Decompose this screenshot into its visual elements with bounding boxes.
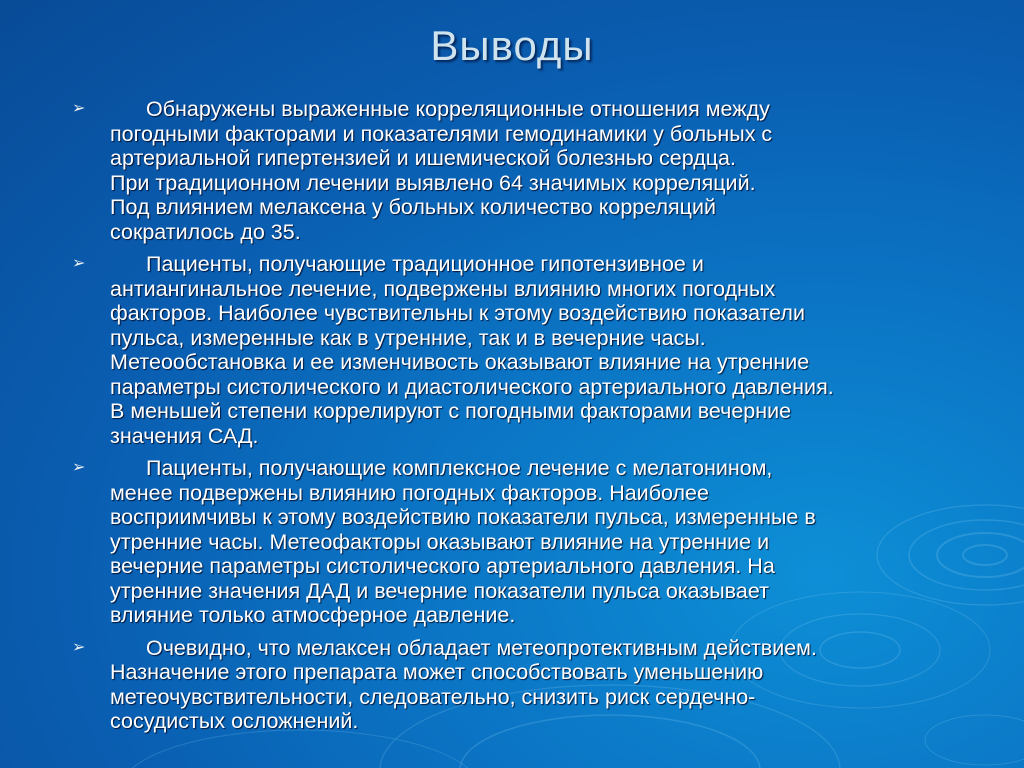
slide-title: Выводы xyxy=(430,22,594,69)
arrow-bullet-icon: ➢ xyxy=(72,100,86,117)
text-line: антиангинальное лечение, подвержены влиянию многих погодных xyxy=(110,276,776,301)
text-line: вечерние параметры систолического артериального давления. На xyxy=(110,554,775,578)
bullet-text xyxy=(110,456,977,628)
text-line: параметры систолического и диастолического артериального давления. xyxy=(110,374,834,399)
text-line: влияние только атмосферное давление. xyxy=(110,603,516,627)
arrow-bullet-icon: ➢ xyxy=(72,255,86,272)
text-line: Метеообстановка и ее изменчивость оказывают влияние на утренние xyxy=(110,350,810,374)
text-line: Пациенты, получающие традиционное гипотензивное и xyxy=(146,252,704,276)
text-line: сократилось до 35. xyxy=(110,219,301,244)
arrow-bullet-icon: ➢ xyxy=(72,459,86,476)
bullet-text xyxy=(110,97,977,244)
text-line: Пациенты, получающие комплексное лечение с мелатонином, xyxy=(146,456,773,480)
arrow-bullet-icon: ➢ xyxy=(72,638,86,656)
bullet-item xyxy=(72,97,977,244)
bullet-item xyxy=(72,252,977,448)
text-line: погодными факторами и показателями гемодинамики у больных с xyxy=(110,121,773,146)
text-line: восприимчивы к этому воздействию показатели пульса, измеренные в xyxy=(110,505,816,529)
text-line: менее подвержены влиянию погодных факторов. Наиболее xyxy=(110,480,709,505)
text-line: утренние значения ДАД и вечерние показатели пульса оказывает xyxy=(110,578,769,603)
bullet-item xyxy=(72,456,977,628)
text-line: Назначение этого препарата может способствовать уменьшению xyxy=(110,660,764,684)
text-line: пульса, измеренные как в утренние, так и в вечерние часы. xyxy=(110,325,706,350)
bullet-text xyxy=(110,636,977,734)
text-line: Обнаружены выраженные корреляционные отношения между xyxy=(146,97,770,121)
bullet-text xyxy=(110,252,977,448)
text-line: факторов. Наиболее чувствительны к этому воздействию показатели xyxy=(110,301,805,325)
text-line: артериальной гипертензией и ишемической болезнью сердца. xyxy=(110,146,736,170)
text-line: Очевидно, что мелаксен обладает метеопротективным действием. xyxy=(146,635,817,660)
bullet-list xyxy=(72,97,977,742)
text-line: При традиционном лечении выявлено 64 значимых корреляций. xyxy=(110,170,756,195)
text-line: утренние часы. Метеофакторы оказывают влияние на утренние и xyxy=(110,529,770,554)
text-line: метеочувствительности, следовательно, снизить риск сердечно- xyxy=(110,684,756,709)
bullet-item xyxy=(72,636,977,734)
text-line: значения САД. xyxy=(110,423,259,448)
text-line: Под влиянием мелаксена у больных количество корреляций xyxy=(110,195,717,219)
text-line: сосудистых осложнений. xyxy=(110,709,359,733)
text-line: В меньшей степени коррелируют с погодными факторами вечерние xyxy=(110,399,792,423)
